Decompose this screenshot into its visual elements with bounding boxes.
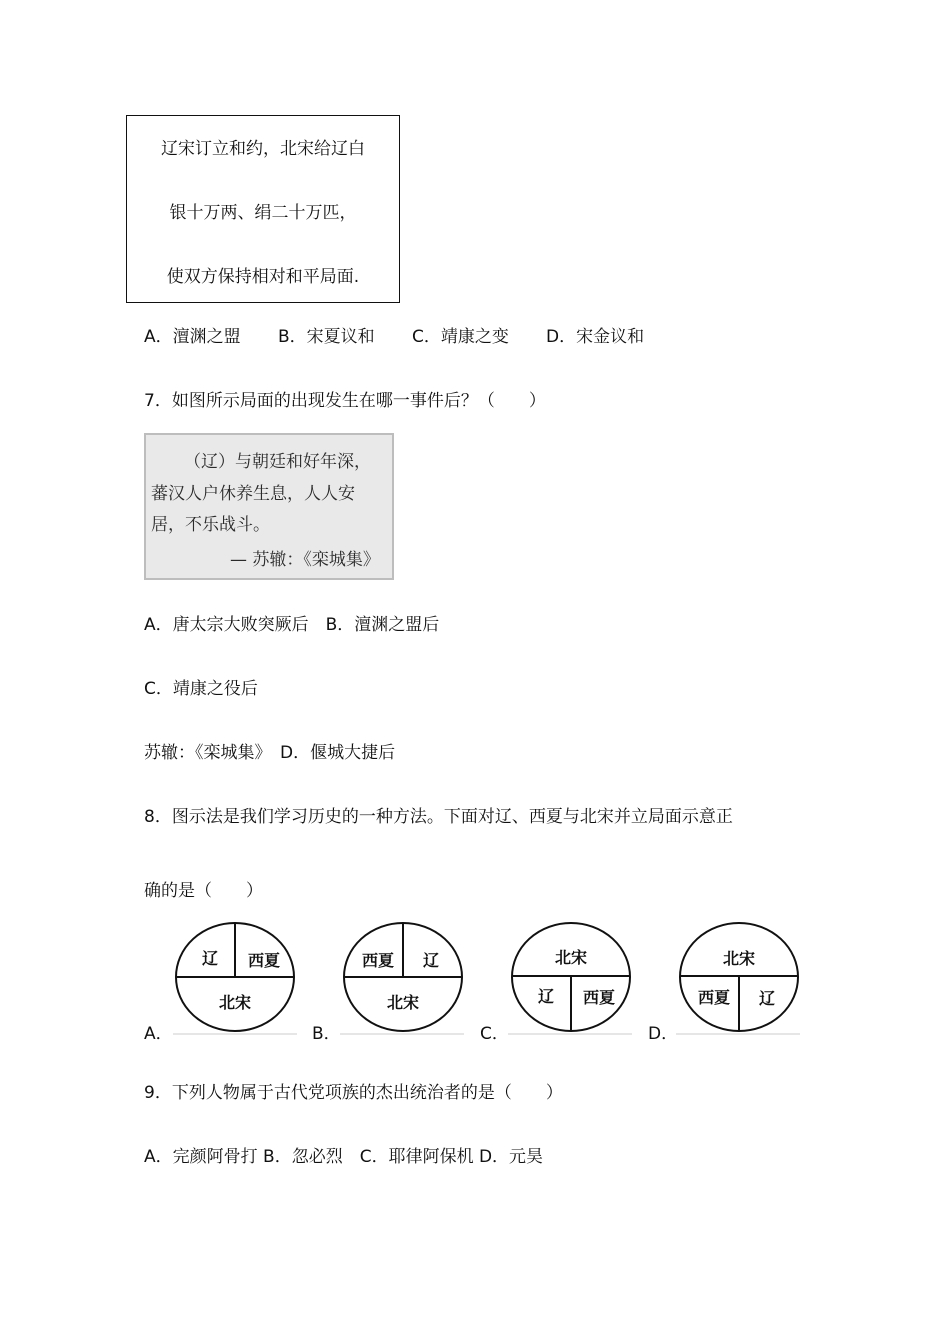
q6-option-d: D．宋金议和	[546, 327, 645, 347]
q9-stem: 9．下列人物属于古代党项族的杰出统治者的是（ ）	[144, 1083, 563, 1103]
q8-option-a-letter: A．	[144, 1024, 173, 1044]
q8-option-c-letter: C．	[480, 1024, 509, 1044]
q9-options: A．完颜阿骨打 B．忽必烈 C．耶律阿保机 D．元昊	[144, 1147, 544, 1167]
q8-stem-line2: 确的是（ ）	[144, 881, 263, 901]
region-xixia: 西夏	[582, 988, 616, 1007]
region-beisong: 北宋	[218, 993, 252, 1012]
quote-line: 蕃汉人户休养生息，人人安	[151, 484, 355, 504]
material-line: 使双方保持相对和平局面.	[166, 267, 360, 287]
q8-option-b-letter: B．	[312, 1024, 341, 1044]
q6-option-c: C．靖康之变	[412, 327, 509, 347]
q8-diagram-c	[508, 920, 634, 1038]
q6-option-b: B．宋夏议和	[278, 327, 375, 347]
quote-line: （辽）与朝廷和好年深，	[184, 452, 371, 472]
quote-line: 居，不乐战斗。	[151, 515, 270, 535]
region-liao: 辽	[537, 987, 555, 1006]
region-liao: 辽	[758, 989, 776, 1008]
material-line: 银十万两、绢二十万匹，	[169, 203, 357, 223]
region-xixia: 西夏	[247, 951, 281, 970]
region-beisong: 北宋	[386, 993, 420, 1012]
q8-diagram-a	[173, 920, 299, 1038]
q8-option-d-letter: D．	[648, 1024, 679, 1044]
region-xixia: 西夏	[361, 951, 395, 970]
quote-image	[144, 433, 394, 580]
region-xixia: 西夏	[697, 988, 731, 1007]
region-liao: 辽	[422, 951, 440, 970]
q8-stem-line1: 8．图示法是我们学习历史的一种方法。下面对辽、西夏与北宋并立局面示意正	[144, 807, 733, 827]
q7-options-line2: C．靖康之役后	[144, 679, 258, 699]
region-liao: 辽	[201, 949, 219, 968]
q7-options-line3: 苏辙：《栾城集》 D．偃城大捷后	[144, 743, 396, 763]
quote-source: — 苏辙：《栾城集》	[230, 550, 380, 570]
q7-options-line1: A．唐太宗大败突厥后 B．澶渊之盟后	[144, 615, 440, 635]
region-beisong: 北宋	[722, 949, 756, 968]
region-beisong: 北宋	[554, 948, 588, 967]
material-box	[126, 115, 400, 303]
q7-stem: 7．如图所示局面的出现发生在哪一事件后？（ ）	[144, 391, 546, 411]
q6-option-a: A．澶渊之盟	[144, 327, 241, 347]
q8-diagram-d	[676, 920, 802, 1038]
material-line: 辽宋订立和约，北宋给辽白	[161, 139, 365, 159]
q8-diagram-b	[340, 920, 466, 1038]
